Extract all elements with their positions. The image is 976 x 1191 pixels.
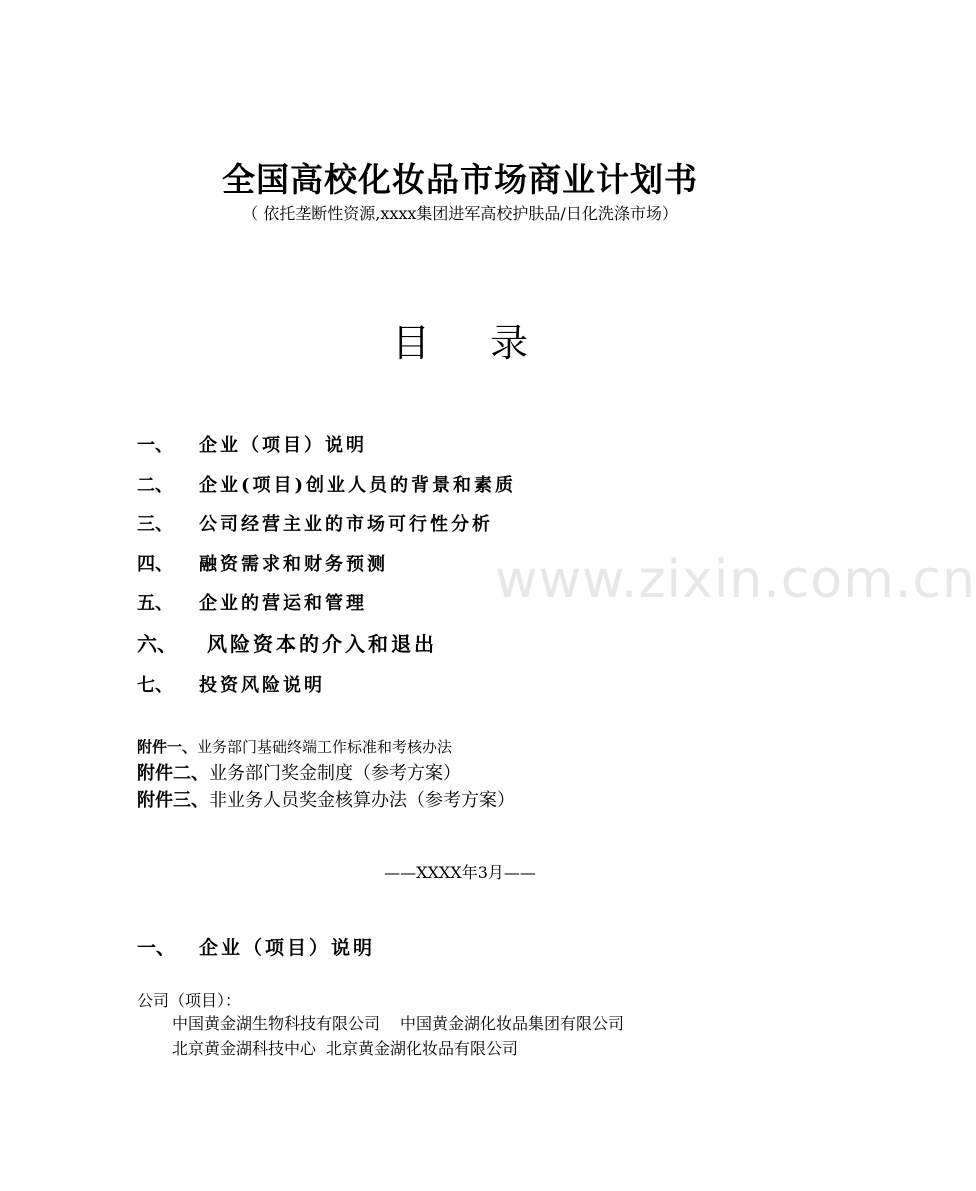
appendix-1[interactable]	[137, 736, 452, 758]
company-name: 北京黄金湖科技中心	[172, 1039, 317, 1058]
toc-item-number: 一、	[137, 435, 173, 456]
toc-item-6[interactable]	[137, 631, 437, 657]
company-name: 中国黄金湖生物科技有限公司	[172, 1014, 381, 1033]
section-number: 一、	[137, 937, 176, 959]
appendix-text: 非业务人员奖金核算办法（参考方案）	[209, 790, 515, 811]
appendix-text: 业务部门奖金制度（参考方案）	[209, 763, 461, 784]
company-label: 公司（项目）：	[137, 991, 242, 1010]
toc-item-number: 六、	[137, 632, 177, 656]
toc-item-number: 三、	[137, 514, 173, 535]
toc-item-number: 五、	[137, 593, 173, 614]
appendix-label: 附件二、	[137, 763, 209, 784]
document-subtitle: （ 依托垄断性资源,xxxx集团进军高校护肤品/日化洗涤市场）	[242, 204, 678, 223]
section-heading	[137, 934, 375, 962]
toc-item-3[interactable]	[137, 512, 493, 538]
appendix-label: 附件一、	[137, 738, 198, 756]
toc-item-text: 融资需求和财务预测	[199, 554, 388, 575]
company-name: 北京黄金湖化妆品有限公司	[326, 1039, 519, 1058]
appendix-label: 附件三、	[137, 790, 209, 811]
toc-item-number: 七、	[137, 675, 173, 696]
toc-item-text: 企业的营运和管理	[199, 593, 367, 614]
toc-item-text: 企业（项目）说明	[199, 435, 367, 456]
appendix-2[interactable]	[137, 761, 461, 787]
appendix-text: 业务部门基础终端工作标准和考核办法	[197, 738, 453, 756]
toc-item-2[interactable]	[137, 473, 516, 499]
toc-item-7[interactable]	[137, 673, 325, 699]
company-line-1	[172, 1013, 624, 1035]
toc-item-text: 公司经营主业的市场可行性分析	[199, 514, 493, 535]
toc-heading-right: 录	[490, 321, 529, 365]
toc-item-number: 二、	[137, 475, 173, 496]
toc-heading-left: 目	[391, 321, 430, 365]
toc-item-text: 风险资本的介入和退出	[207, 632, 437, 656]
toc-item-text: 投资风险说明	[199, 675, 325, 696]
date-line: ——XXXX年3月——	[384, 863, 536, 882]
toc-item-1[interactable]	[137, 433, 367, 459]
toc-heading	[0, 318, 920, 368]
company-name: 中国黄金湖化妆品集团有限公司	[400, 1014, 625, 1033]
section-title: 企业（项目）说明	[199, 937, 376, 959]
watermark: www.zixin.com.cn	[495, 550, 976, 610]
document-title: 全国高校化妆品市场商业计划书	[222, 160, 698, 199]
toc-item-text: 企业(项目)创业人员的背景和素质	[199, 475, 517, 496]
appendix-3[interactable]	[137, 788, 515, 814]
toc-item-5[interactable]	[137, 591, 367, 617]
company-line-2	[172, 1038, 518, 1060]
toc-item-4[interactable]	[137, 552, 388, 578]
toc-item-number: 四、	[137, 554, 173, 575]
